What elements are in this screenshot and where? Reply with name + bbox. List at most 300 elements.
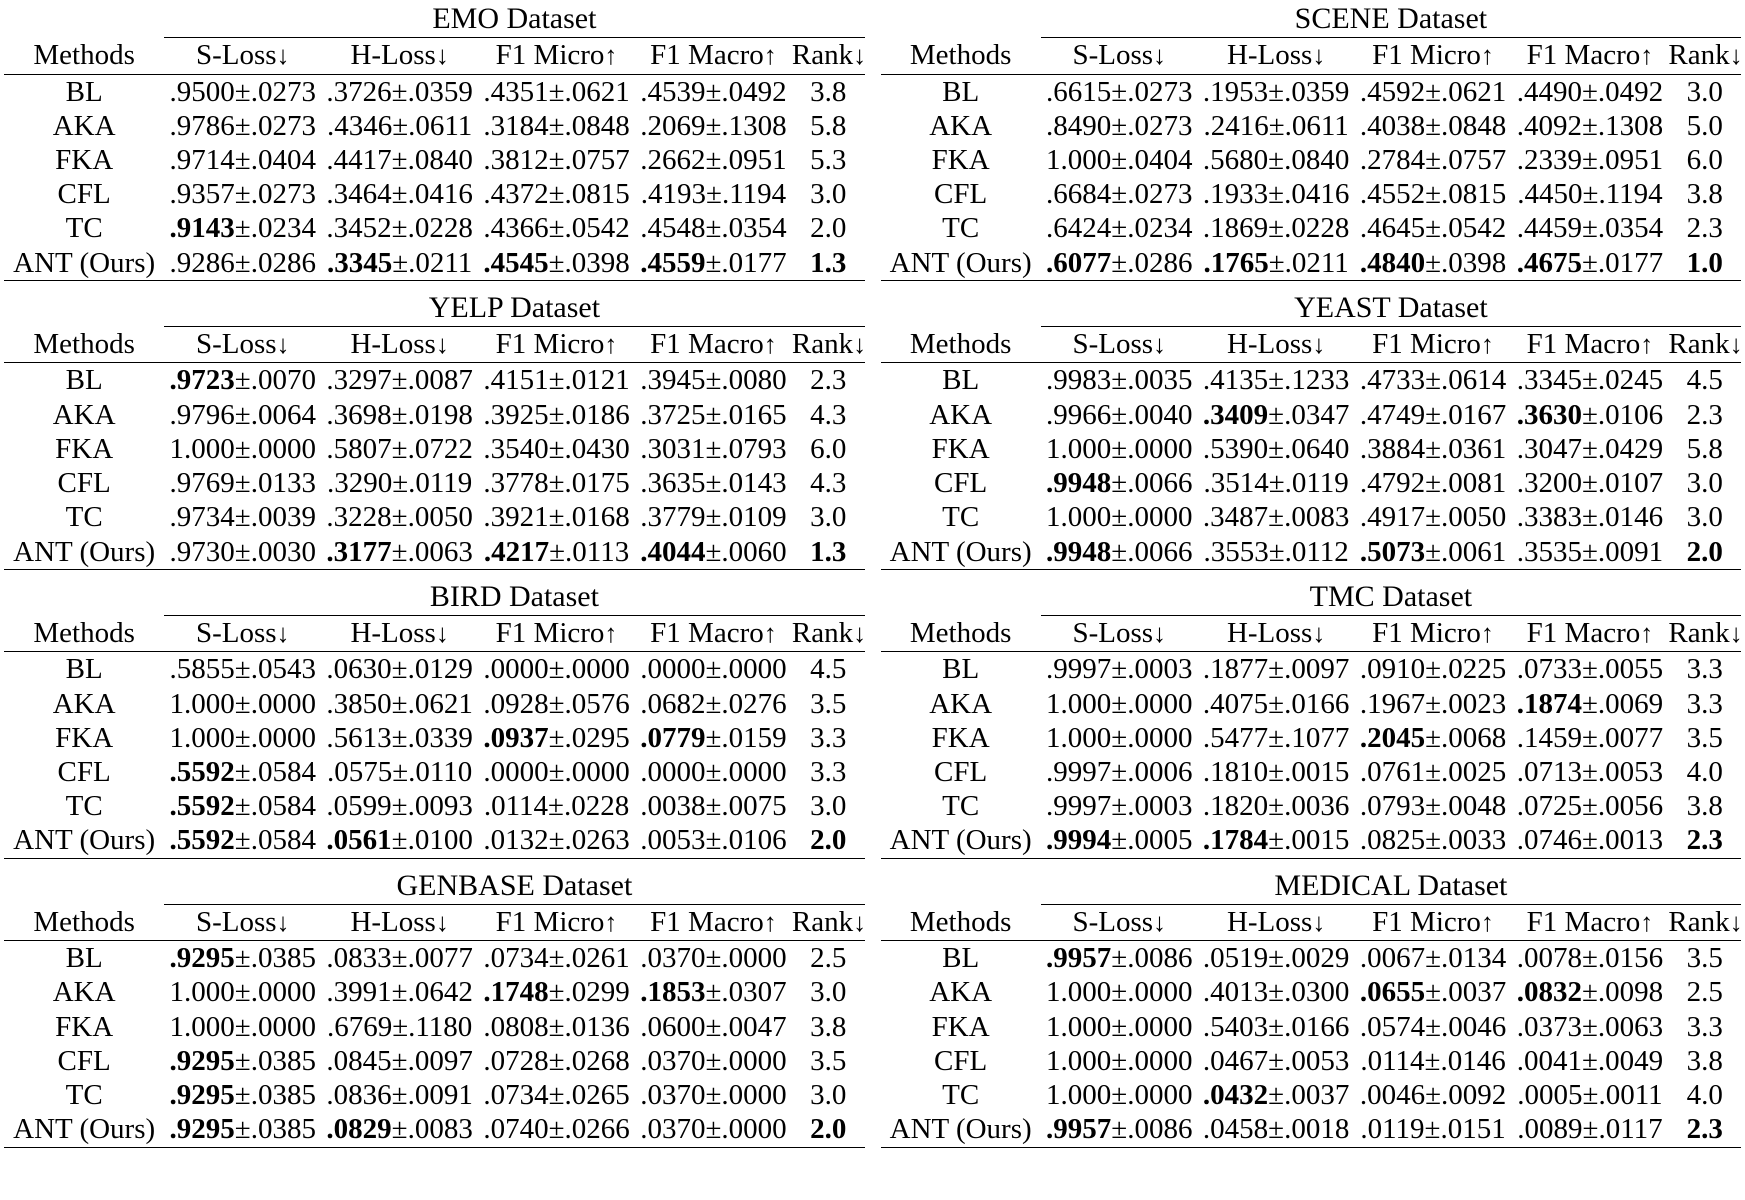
metric-value-cell	[1355, 363, 1512, 398]
column-header-rank	[1668, 904, 1741, 940]
table-row	[4, 211, 865, 245]
metric-std: .1077	[1284, 721, 1350, 754]
metric-value-cell	[478, 177, 635, 211]
metric-mean: .3991	[326, 976, 392, 1009]
plus-minus-icon: ±	[1268, 942, 1285, 975]
metric-mean: .0733	[1516, 653, 1582, 686]
metric-mean: .0845	[326, 1044, 392, 1077]
rule-segment	[635, 858, 792, 859]
rule-segment	[321, 280, 478, 281]
plus-minus-icon: ±	[1111, 653, 1128, 686]
metric-mean: .0779	[640, 721, 706, 754]
method-name-cell: CFL	[934, 755, 988, 788]
metric-std: .0642	[407, 976, 473, 1009]
metric-mean: .2339	[1516, 144, 1582, 176]
rule-segment	[1198, 1147, 1355, 1148]
metric-value-cell	[164, 823, 321, 858]
plus-minus-icon: ±	[1582, 1113, 1599, 1146]
plus-minus-icon: ±	[1268, 1010, 1285, 1043]
plus-minus-icon: ±	[234, 721, 251, 754]
metric-mean: .3297	[326, 364, 392, 397]
rule-segment	[792, 569, 865, 570]
rule-segment	[792, 280, 865, 281]
metric-mean: .0728	[483, 1044, 549, 1077]
table-row	[881, 143, 1742, 177]
metric-std: .0151	[1440, 1113, 1506, 1146]
plus-minus-icon: ±	[391, 790, 408, 823]
metric-direction-arrow-icon: ↑	[604, 907, 618, 937]
metric-direction-arrow-icon: ↑	[1640, 618, 1654, 648]
metric-mean: .0114	[1360, 1044, 1425, 1077]
rank-value-cell	[792, 823, 865, 858]
metric-mean: .0467	[1202, 1044, 1269, 1077]
plus-minus-icon: ±	[1581, 467, 1598, 500]
column-header-metric	[1355, 904, 1512, 940]
metric-std: .0640	[1284, 432, 1350, 465]
plus-minus-icon: ±	[391, 1044, 408, 1077]
plus-minus-icon: ±	[1425, 246, 1441, 279]
plus-minus-icon: ±	[548, 1113, 565, 1146]
metric-value-cell	[1041, 398, 1198, 432]
plus-minus-icon: ±	[1111, 178, 1128, 211]
metric-std: .0087	[407, 364, 473, 397]
plus-minus-icon: ±	[1581, 942, 1598, 975]
metric-std: .0066	[1127, 467, 1193, 500]
metric-value-cell	[1355, 143, 1512, 177]
metric-mean: 1.000	[1046, 721, 1112, 754]
metric-value-cell	[478, 652, 635, 687]
metric-std: .0049	[1597, 1044, 1664, 1077]
rank-value: 3.3	[1686, 653, 1723, 686]
metric-mean: .5855	[169, 653, 235, 686]
metric-value-cell	[1198, 941, 1355, 976]
plus-minus-icon: ±	[1581, 109, 1598, 142]
metric-std: .0815	[1441, 178, 1507, 211]
metric-value-cell	[1198, 398, 1355, 432]
metric-value-cell	[1041, 74, 1198, 109]
metric-std: .0063	[407, 535, 473, 568]
metric-mean: 1.000	[1046, 1044, 1112, 1077]
metric-direction-arrow-icon: ↑	[763, 41, 777, 71]
metric-label: S-Loss	[195, 616, 277, 649]
plus-minus-icon: ±	[705, 535, 722, 568]
metric-std: .0077	[1597, 721, 1664, 754]
metric-std: .0430	[564, 432, 630, 465]
metric-mean: .2784	[1359, 144, 1426, 176]
table-row	[4, 177, 865, 211]
metric-mean: .0561	[326, 824, 392, 857]
plus-minus-icon: ±	[1111, 755, 1128, 788]
metric-mean: .5390	[1202, 432, 1269, 465]
metric-std: .0098	[1597, 976, 1664, 1009]
metric-mean: 1.000	[169, 976, 235, 1009]
metric-mean: .0833	[326, 942, 392, 975]
metric-std: .0000	[564, 755, 630, 788]
plus-minus-icon: ±	[1111, 432, 1128, 465]
metric-mean: .4840	[1359, 246, 1426, 279]
table-row	[881, 1078, 1742, 1112]
plus-minus-icon: ±	[234, 1010, 251, 1043]
method-name-cell: TC	[65, 501, 103, 534]
metric-value-cell	[1041, 941, 1198, 976]
rank-value-cell	[792, 466, 865, 500]
metric-std: .1180	[408, 1010, 473, 1043]
plus-minus-icon: ±	[548, 246, 565, 279]
metric-mean: .1810	[1202, 755, 1269, 788]
metric-mean: .0829	[326, 1113, 392, 1146]
table-row	[881, 789, 1742, 823]
metric-std: .0061	[1441, 535, 1507, 568]
metric-std: .0165	[721, 398, 787, 431]
dataset-results-table	[881, 289, 1742, 570]
plus-minus-icon: ±	[548, 942, 565, 975]
metric-mean: .4733	[1359, 364, 1426, 397]
plus-minus-icon: ±	[1111, 1044, 1128, 1077]
column-header-metric	[1041, 38, 1198, 74]
metric-value-cell	[321, 975, 478, 1009]
metric-mean: .0005	[1517, 1079, 1583, 1112]
rank-value-cell	[1668, 363, 1741, 398]
plus-minus-icon: ±	[1268, 1044, 1285, 1077]
metric-std: .0848	[564, 109, 630, 142]
metric-mean: .3921	[483, 501, 549, 534]
plus-minus-icon: ±	[391, 976, 408, 1009]
plus-minus-icon: ±	[548, 364, 565, 397]
metric-std: .0050	[407, 501, 473, 534]
plus-minus-icon: ±	[1425, 144, 1441, 176]
metric-mean: .0825	[1359, 824, 1426, 857]
metric-std: .0025	[1441, 755, 1507, 788]
plus-minus-icon: ±	[705, 246, 722, 279]
metric-mean: .3540	[483, 432, 549, 465]
column-header-metric	[321, 38, 478, 74]
metric-std: .0000	[721, 755, 787, 788]
rank-value-cell	[1668, 1112, 1741, 1147]
rank-label: Rank	[791, 905, 854, 938]
plus-minus-icon: ±	[1268, 653, 1285, 686]
rule-segment	[4, 569, 164, 570]
metric-label: F1 Micro	[495, 328, 605, 361]
metric-std: .0273	[250, 75, 316, 108]
metric-mean: 1.000	[169, 432, 235, 465]
plus-minus-icon: ±	[1111, 790, 1128, 823]
metric-value-cell	[1355, 755, 1512, 789]
plus-minus-icon: ±	[391, 721, 408, 754]
metric-value-cell	[635, 109, 792, 143]
rule-segment	[1198, 280, 1355, 281]
rule-segment	[881, 1147, 1041, 1148]
rank-value-cell	[792, 398, 865, 432]
metric-mean: .4792	[1359, 467, 1426, 500]
plus-minus-icon: ±	[392, 246, 409, 279]
metric-mean: 1.000	[1046, 432, 1112, 465]
plus-minus-icon: ±	[391, 942, 408, 975]
metric-std: .0167	[1441, 398, 1507, 431]
metric-mean: .5613	[326, 721, 392, 754]
metric-mean: .0067	[1359, 942, 1426, 975]
metric-mean: .9948	[1046, 535, 1112, 568]
plus-minus-icon: ±	[391, 653, 408, 686]
metric-value-cell	[1041, 789, 1198, 823]
table-pair-row	[4, 289, 1741, 570]
metric-value-cell	[164, 109, 321, 143]
metric-value-cell	[1355, 109, 1512, 143]
metric-mean: .9295	[169, 1044, 235, 1077]
metric-mean: .3925	[483, 398, 549, 431]
metric-mean: .4351	[483, 75, 549, 108]
method-name-cell: FKA	[931, 432, 990, 465]
metric-value-cell	[321, 1078, 478, 1112]
plus-minus-icon: ±	[1268, 721, 1285, 754]
metric-std: .0055	[1597, 653, 1664, 686]
rank-value: 2.3	[1686, 1113, 1723, 1146]
method-name-cell: ANT (Ours)	[13, 1113, 156, 1146]
metric-value-cell	[1512, 1078, 1669, 1112]
metric-mean: .3177	[326, 535, 392, 568]
metric-label: S-Loss	[1072, 39, 1154, 72]
metric-std: .0263	[564, 824, 630, 857]
plus-minus-icon: ±	[1581, 721, 1598, 754]
metric-mean: .3850	[326, 687, 392, 720]
plus-minus-icon: ±	[705, 1044, 722, 1077]
metric-std: .1194	[1598, 178, 1663, 211]
metric-std: .0339	[407, 721, 473, 754]
metric-value-cell	[321, 109, 478, 143]
metric-direction-arrow-icon: ↓	[1312, 330, 1326, 360]
plus-minus-icon: ±	[391, 824, 408, 857]
metric-std: .0848	[1441, 109, 1507, 142]
metric-mean: .3514	[1203, 467, 1269, 500]
metric-std: .0060	[721, 535, 787, 568]
metric-mean: .0041	[1516, 1044, 1582, 1077]
metric-value-cell	[1512, 823, 1669, 858]
metric-mean: .0078	[1516, 942, 1582, 975]
rule-segment	[1041, 858, 1198, 859]
metric-value-cell	[164, 721, 321, 755]
rank-value-cell	[792, 1112, 865, 1147]
method-name-cell: TC	[942, 1079, 980, 1112]
plus-minus-icon: ±	[1425, 1079, 1441, 1112]
column-header-metric	[1512, 327, 1669, 363]
plus-minus-icon: ±	[1268, 755, 1285, 788]
plus-minus-icon: ±	[705, 721, 722, 754]
plus-minus-icon: ±	[1111, 824, 1128, 857]
table-row	[4, 535, 865, 570]
metric-value-cell	[1355, 1112, 1512, 1147]
plus-minus-icon: ±	[234, 398, 251, 431]
rank-value-cell	[1668, 143, 1741, 177]
plus-minus-icon: ±	[1581, 501, 1598, 534]
metric-std: .0385	[250, 1079, 316, 1112]
metric-std: .0048	[1441, 790, 1507, 823]
column-header-metric	[321, 327, 478, 363]
plus-minus-icon: ±	[548, 653, 565, 686]
plus-minus-icon: ±	[548, 976, 565, 1009]
plus-minus-icon: ±	[234, 1113, 251, 1146]
plus-minus-icon: ±	[1425, 687, 1441, 720]
rank-value-cell	[792, 211, 865, 245]
plus-minus-icon: ±	[1111, 942, 1128, 975]
metric-std: .0166	[1284, 687, 1350, 720]
rank-value-cell	[1668, 109, 1741, 143]
metric-std: .1308	[721, 109, 787, 142]
metric-value-cell	[1355, 74, 1512, 109]
metric-value-cell	[1512, 500, 1669, 534]
rank-value-cell	[792, 652, 865, 687]
plus-minus-icon: ±	[234, 144, 251, 176]
metric-std: .0070	[250, 364, 316, 397]
metric-label: S-Loss	[1072, 616, 1154, 649]
rank-value-cell	[792, 1044, 865, 1078]
metric-mean: .3945	[640, 364, 706, 397]
plus-minus-icon: ±	[705, 144, 722, 176]
metric-mean: .0370	[640, 1044, 706, 1077]
rule-segment	[478, 1147, 635, 1148]
metric-std: .0398	[564, 246, 630, 279]
metric-value-cell	[478, 789, 635, 823]
plus-minus-icon: ±	[1425, 178, 1441, 211]
metric-value-cell	[478, 975, 635, 1009]
metric-direction-arrow-icon: ↓	[276, 330, 290, 360]
metric-mean: 1.000	[1046, 501, 1112, 534]
metric-std: .0000	[721, 942, 787, 975]
column-header-methods: Methods	[33, 616, 135, 649]
plus-minus-icon: ±	[1424, 1113, 1441, 1146]
rank-direction-arrow-icon: ↓	[1729, 41, 1743, 71]
plus-minus-icon: ±	[234, 1044, 251, 1077]
metric-value-cell	[164, 432, 321, 466]
rank-value: 2.5	[1686, 976, 1723, 1009]
metric-value-cell	[635, 687, 792, 721]
rank-value-cell	[792, 143, 865, 177]
metric-std: .0109	[721, 501, 787, 534]
rank-direction-arrow-icon: ↓	[1729, 330, 1743, 360]
metric-value-cell	[478, 74, 635, 109]
metric-value-cell	[321, 74, 478, 109]
plus-minus-icon: ±	[1424, 1044, 1441, 1077]
metric-std: .0050	[1441, 501, 1507, 534]
method-name-cell: AKA	[52, 109, 116, 142]
metric-std: .0003	[1127, 790, 1193, 823]
metric-std: .0069	[1597, 687, 1664, 720]
metric-value-cell	[164, 1044, 321, 1078]
metric-value-cell	[478, 500, 635, 534]
metric-value-cell	[1198, 363, 1355, 398]
metric-mean: .3725	[640, 398, 706, 431]
metric-mean: .6769	[326, 1010, 393, 1043]
metric-std: .0542	[564, 212, 630, 245]
plus-minus-icon: ±	[548, 75, 565, 108]
rank-value-cell	[1668, 466, 1741, 500]
metric-mean: .8490	[1046, 109, 1112, 142]
metric-mean: .4552	[1359, 178, 1426, 211]
metric-value-cell	[164, 789, 321, 823]
rank-value: 3.3	[810, 721, 847, 754]
metric-value-cell	[635, 74, 792, 109]
metric-direction-arrow-icon: ↑	[1480, 41, 1494, 71]
plus-minus-icon: ±	[705, 1010, 722, 1043]
metric-value-cell	[164, 941, 321, 976]
metric-label: F1 Macro	[650, 905, 764, 938]
metric-value-cell	[478, 721, 635, 755]
plus-minus-icon: ±	[1268, 364, 1285, 397]
rank-value-cell	[1668, 941, 1741, 976]
metric-label: S-Loss	[1072, 905, 1154, 938]
metric-value-cell	[1198, 535, 1355, 570]
method-name-cell: TC	[942, 790, 980, 823]
metric-mean: .9994	[1046, 824, 1112, 857]
plus-minus-icon: ±	[234, 178, 251, 211]
metric-std: .0398	[1441, 246, 1507, 279]
plus-minus-icon: ±	[1111, 1010, 1128, 1043]
metric-value-cell	[164, 500, 321, 534]
metric-value-cell	[164, 687, 321, 721]
metric-mean: .9769	[169, 467, 235, 500]
plus-minus-icon: ±	[391, 364, 408, 397]
metric-mean: .1953	[1202, 75, 1269, 108]
rank-value: 3.5	[1686, 942, 1723, 975]
right-table-panel	[873, 0, 1742, 281]
metric-std: .0385	[250, 1113, 316, 1146]
rule-segment	[164, 280, 321, 281]
rule-segment	[1512, 280, 1669, 281]
metric-value-cell	[478, 211, 635, 245]
plus-minus-icon: ±	[1425, 364, 1441, 397]
table-row	[881, 823, 1742, 858]
metric-std: .0492	[721, 75, 787, 108]
rule-segment	[321, 1147, 478, 1148]
metric-mean: .6424	[1046, 212, 1112, 245]
plus-minus-icon: ±	[1425, 976, 1441, 1009]
metric-mean: .3464	[326, 178, 392, 211]
metric-mean: .3290	[326, 467, 393, 500]
metric-value-cell	[478, 246, 635, 281]
metric-std: .0840	[407, 144, 473, 176]
table-row	[881, 1044, 1742, 1078]
metric-std: .0110	[408, 755, 473, 788]
rule-segment	[881, 858, 1041, 859]
plus-minus-icon: ±	[234, 790, 251, 823]
column-header-metric	[1355, 615, 1512, 651]
plus-minus-icon: ±	[1425, 1010, 1441, 1043]
metric-mean: .9357	[169, 178, 235, 211]
metric-std: .0064	[250, 398, 316, 431]
plus-minus-icon: ±	[1425, 432, 1441, 465]
metric-std: .0611	[1284, 109, 1349, 142]
rank-value: 1.3	[810, 535, 847, 568]
table-title: MEDICAL Dataset	[1274, 868, 1508, 902]
plus-minus-icon: ±	[1581, 535, 1598, 568]
metric-std: .0000	[250, 432, 316, 465]
table-bottom-rule	[881, 858, 1742, 859]
metric-std: .0621	[407, 687, 473, 720]
method-name-cell: BL	[881, 941, 1041, 976]
table-row	[881, 109, 1742, 143]
plus-minus-icon: ±	[549, 535, 566, 568]
plus-minus-icon: ±	[705, 75, 722, 108]
plus-minus-icon: ±	[234, 824, 251, 857]
rank-label: Rank	[791, 39, 854, 72]
metric-value-cell	[321, 398, 478, 432]
metric-label: F1 Macro	[1526, 616, 1641, 649]
table-bottom-rule	[4, 280, 865, 281]
metric-mean: .4075	[1202, 687, 1269, 720]
metric-std: .0083	[407, 1113, 473, 1146]
method-name-cell: FKA	[55, 144, 114, 176]
metric-std: .0036	[1284, 790, 1350, 823]
plus-minus-icon: ±	[1111, 501, 1128, 534]
plus-minus-icon: ±	[1425, 501, 1441, 534]
